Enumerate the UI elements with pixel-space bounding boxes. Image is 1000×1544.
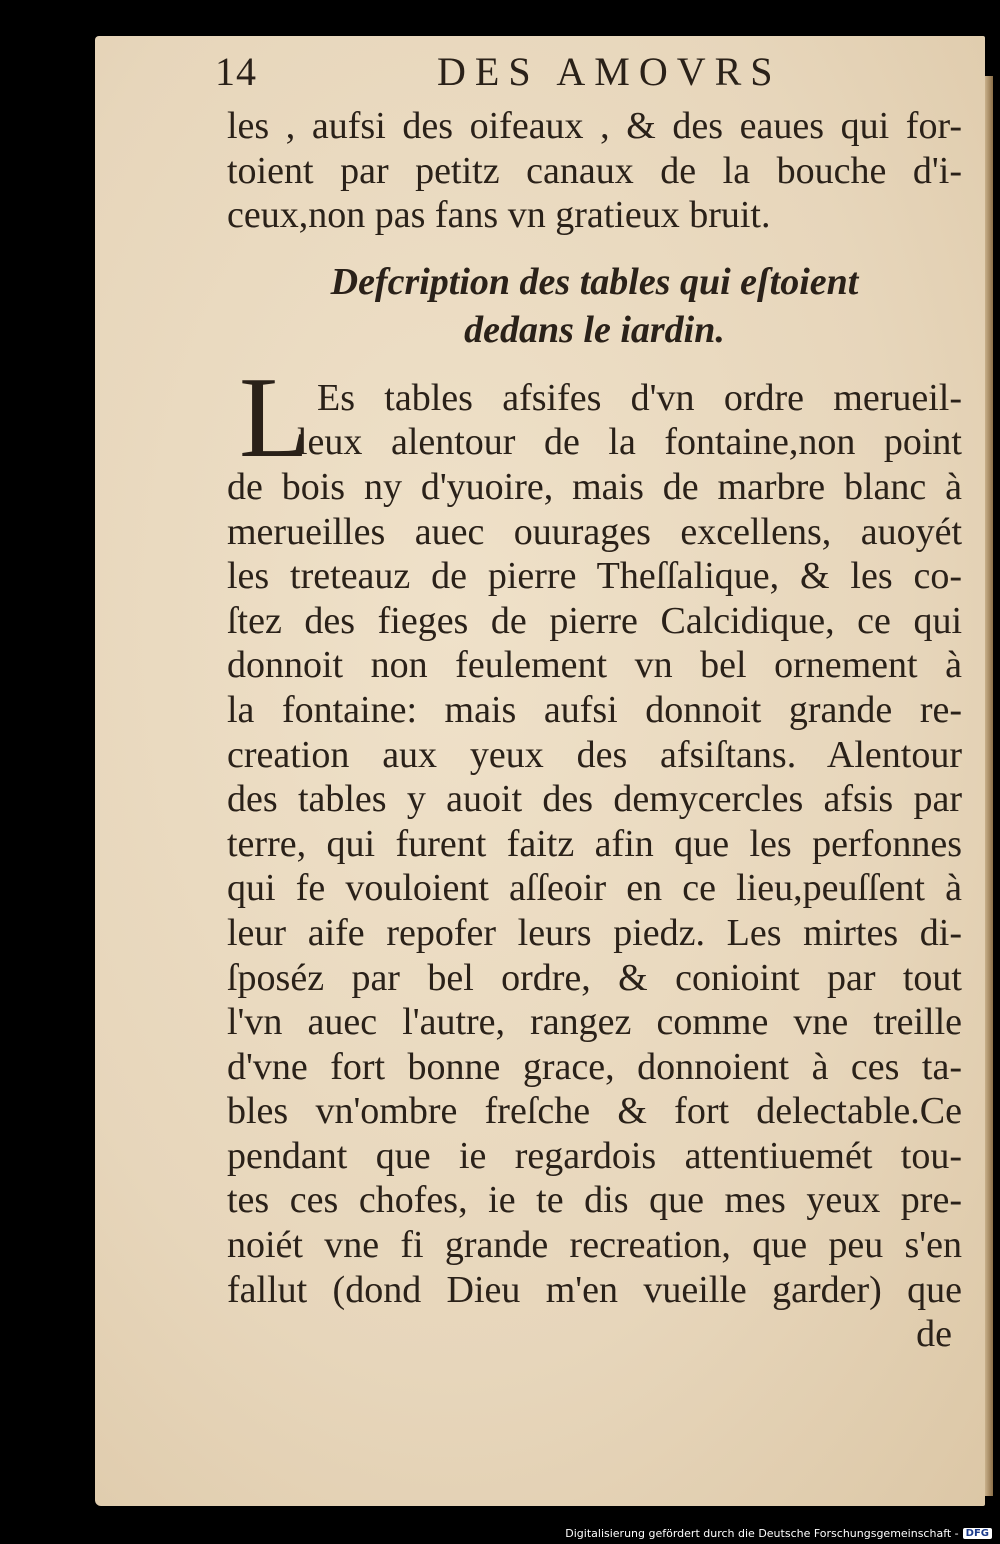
text-line: creation aux yeux des afsiſtans. Alentour [227,733,962,776]
running-title: DES AMOVRS [437,49,782,94]
text-line: ceux,non pas fans vn gratieux bruit. [227,194,771,237]
text-line: tes ces chofes, ie te dis que mes yeux pre- [227,1179,962,1222]
text-line: Es tables afsifes d'vn ordre merueil- [317,376,962,419]
text-line: donnoit non feulement vn bel ornement à [227,644,962,687]
text-line: les , aufsi des oifeaux , & des eaues qui for- [227,105,962,147]
intro-paragraph [227,104,962,238]
text-line: ſposéz par bel ordre, & conioint par tout [227,956,962,999]
heading-line: dedans le iardin. [464,308,725,351]
text-line: terre, qui furent faitz afin que les perfonnes [227,822,962,865]
digitization-credit [565,1527,992,1540]
text-line: l'vn auec l'autre, rangez comme vne treille [227,1001,962,1044]
text-line: toient par petitz canaux de la bouche d'i- [227,149,962,192]
text-line: qui fe vouloient aſſeoir en ce lieu,peuſſent à [227,867,962,910]
text-line: ſtez des fieges de pierre Calcidique, ce qui [227,599,962,642]
text-line: des tables y auoit des demycercles afsis par [227,778,962,821]
catchword: de [916,1313,952,1356]
text-line: leux alentour de la fontaine,non point [297,421,962,464]
credit-text: Digitalisierung gefördert durch die Deutsche Forschungsgemeinschaft - [565,1527,959,1540]
text-line: bles vn'ombre freſche & fort delectable.Ce [227,1090,962,1133]
page-edge [985,76,993,1496]
text-line: les treteauz de pierre Theſſalique, & les co- [227,555,962,598]
heading-line: Defcription des tables qui eſtoient [330,260,859,303]
text-line: leur aife repofer leurs piedz. Les mirtes di- [227,911,962,954]
page-number: 14 [215,49,257,94]
body-paragraph [227,353,962,1356]
page-header [215,48,962,104]
drop-cap: L [239,353,310,482]
text-line: fallut (dond Dieu m'en vueille garder) que [227,1268,962,1311]
text-block [215,48,962,1356]
text-line: noiét vne fi grande recreation, que peu s'en [227,1224,962,1267]
section-heading [227,258,962,354]
text-line: la fontaine: mais aufsi donnoit grande re- [227,688,962,731]
dfg-logo: DFG [963,1528,992,1539]
text-line: pendant que ie regardois attentiuemét tou- [227,1134,962,1177]
text-line: d'vne fort bonne grace, donnoient à ces ta- [227,1045,962,1088]
text-line: de bois ny d'yuoire, mais de marbre blanc à [227,465,962,508]
text-line: merueilles auec ouurages excellens, auoyét [227,510,962,553]
